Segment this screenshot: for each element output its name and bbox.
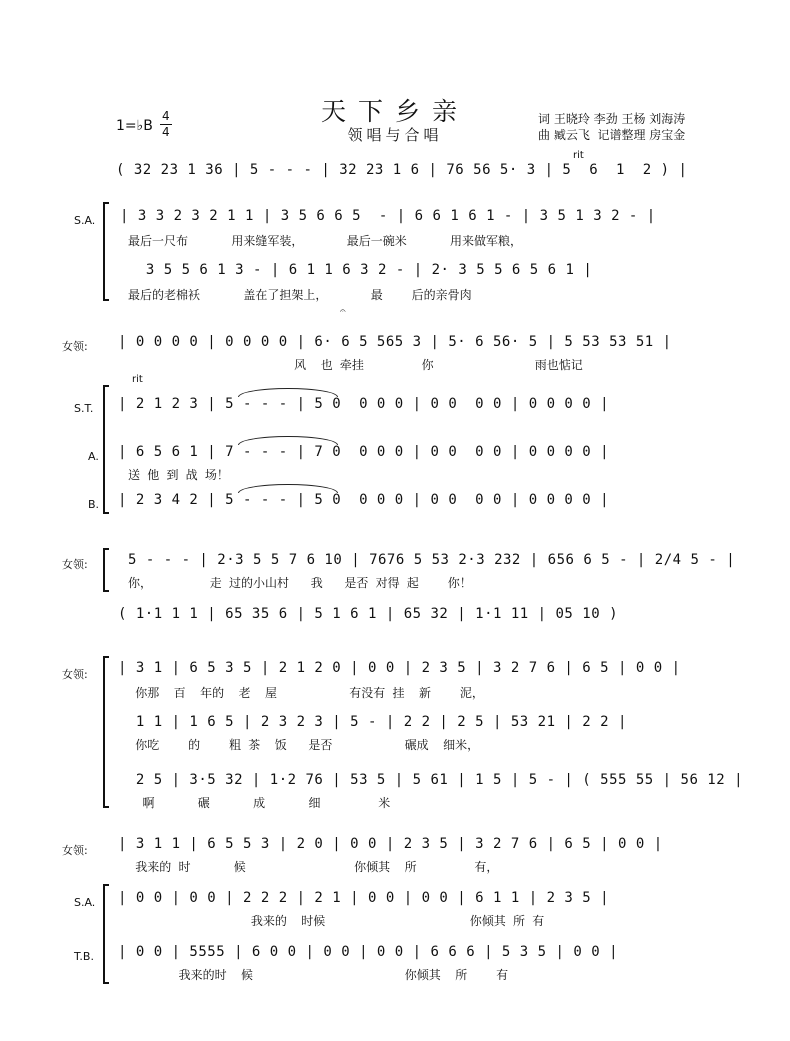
- part-label-lead: 女领:: [62, 340, 88, 353]
- system-brace-4: [103, 656, 109, 808]
- sa-notes-line-3: | 0 0 | 0 0 | 2 2 2 | 2 1 | 0 0 | 0 0 | 6 1 1 | 2 3 5 |: [118, 890, 610, 906]
- tie-a: [238, 436, 338, 445]
- lead-lyric-line: 风 也 牵挂 你 雨也惦记: [128, 358, 583, 372]
- sa-lyric-line-2: 最后的老棉袄 盖在了担架上， 最 后的亲骨肉: [128, 288, 472, 302]
- part-label-sa: S.A.: [74, 214, 96, 227]
- part-label-st: S.T.: [74, 402, 94, 415]
- part-label-b: B.: [88, 498, 100, 511]
- key-signature: 1=♭B: [116, 118, 153, 134]
- tie-st: [238, 388, 338, 397]
- song-subtitle: 领唱与合唱: [347, 126, 443, 144]
- lead-lyric-line-4: 你吃 的 粗 茶 饭 是否 碾成 细米，: [128, 738, 480, 752]
- lyricist-credit: 词 王晓玲 李劲 王杨 刘海涛: [538, 112, 686, 126]
- tie-b: [238, 484, 338, 493]
- lead-lyric-line-6: 我来的 时 候 你倾其 所 有，: [128, 860, 499, 874]
- system-brace-2: [103, 385, 109, 514]
- lead-lyric-line-5: 啊 碾 成 细 米: [128, 796, 391, 810]
- rit-marking: rit: [573, 150, 584, 161]
- system-brace-5: [103, 884, 109, 984]
- lead-notes-line: | 0 0 0 0 | 0 0 0 0 | 6· 6 5 565 3 | 5· 6 56· 5 | 5 53 53 51 |: [118, 334, 672, 350]
- a-notes-line: | 6 5 6 1 | 7 - - - | 7 0 0 0 0 | 0 0 0 0 | 0 0 0 0 |: [118, 444, 610, 460]
- lead-lyric-line-3: 你那 百 年的 老 屋 有没有 挂 新 泥，: [128, 686, 484, 700]
- rit-marking-2: rit: [132, 374, 143, 385]
- interlude-line: ( 1·1 1 1 | 65 35 6 | 5 1 6 1 | 65 32 | 1·1 11 | 05 10 ): [118, 606, 619, 622]
- lead-lyric-line-2: 你， 走 过的小山村 我 是否 对得 起 你！: [128, 576, 472, 590]
- sa-lyric-line-3: 我来的 时候 你倾其 所 有: [128, 914, 545, 928]
- part-label-lead-4: 女领:: [62, 844, 88, 857]
- a-lyric-line: 送 他 到 战 场！: [128, 468, 229, 482]
- tb-notes-line: | 0 0 | 5555 | 6 0 0 | 0 0 | 0 0 | 6 6 6 | 5 3 5 | 0 0 |: [118, 944, 619, 960]
- sa-lyric-line-1: 最后一尺布 用来缝军装， 最后一碗米 用来做军粮，: [128, 234, 523, 248]
- lead-notes-line-4: 1 1 | 1 6 5 | 2 3 2 3 | 5 - | 2 2 | 2 5 | 53 21 | 2 2 |: [118, 714, 627, 730]
- system-brace-1: [103, 202, 109, 301]
- part-label-tb: T.B.: [74, 950, 94, 963]
- time-signature-top: 4: [162, 109, 170, 123]
- lead-notes-line-5: 2 5 | 3·5 32 | 1·2 76 | 53 5 | 5 61 | 1 5 | 5 - | ( 555 55 | 56 12 |: [118, 772, 744, 788]
- system-brace-3: [103, 548, 109, 592]
- fermata-marking: 𝄐: [340, 306, 346, 317]
- sa-notes-line-1: | 3 3 2 3 2 1 1 | 3 5 6 6 5 - | 6 6 1 6 1 - | 3 5 1 3 2 - |: [120, 208, 656, 224]
- part-label-lead-2: 女领:: [62, 558, 88, 571]
- part-label-lead-3: 女领:: [62, 668, 88, 681]
- sa-notes-line-2: 3 5 5 6 1 3 - | 6 1 1 6 3 2 - | 2· 3 5 5 6 5 6 1 |: [128, 262, 593, 278]
- lead-notes-line-2: 5 - - - | 2·3 5 5 7 6 10 | 7676 5 53 2·3 232 | 656 6 5 - | 2/4 5 - |: [128, 552, 736, 568]
- part-label-a: A.: [88, 450, 99, 463]
- composer-credit: 曲 臧云飞 记谱整理 房宝金: [538, 128, 686, 142]
- song-title: 天下乡亲: [320, 97, 469, 126]
- lead-notes-line-3: | 3 1 | 6 5 3 5 | 2 1 2 0 | 0 0 | 2 3 5 | 3 2 7 6 | 6 5 | 0 0 |: [118, 660, 681, 676]
- b-notes-line: | 2 3 4 2 | 5 - - - | 5 0 0 0 0 | 0 0 0 0 | 0 0 0 0 |: [118, 492, 610, 508]
- time-signature-bottom: 4: [162, 125, 170, 139]
- tb-lyric-line: 我来的时 候 你倾其 所 有: [128, 968, 509, 982]
- part-label-sa-2: S.A.: [74, 896, 96, 909]
- st-notes-line: | 2 1 2 3 | 5 - - - | 5 0 0 0 0 | 0 0 0 0 | 0 0 0 0 |: [118, 396, 610, 412]
- intro-line: ( 32 23 1 36 | 5 - - - | 32 23 1 6 | 76 56 5· 3 | 5 6 1 2 ) |: [116, 162, 688, 178]
- lead-notes-line-6: | 3 1 1 | 6 5 5 3 | 2 0 | 0 0 | 2 3 5 | 3 2 7 6 | 6 5 | 0 0 |: [118, 836, 663, 852]
